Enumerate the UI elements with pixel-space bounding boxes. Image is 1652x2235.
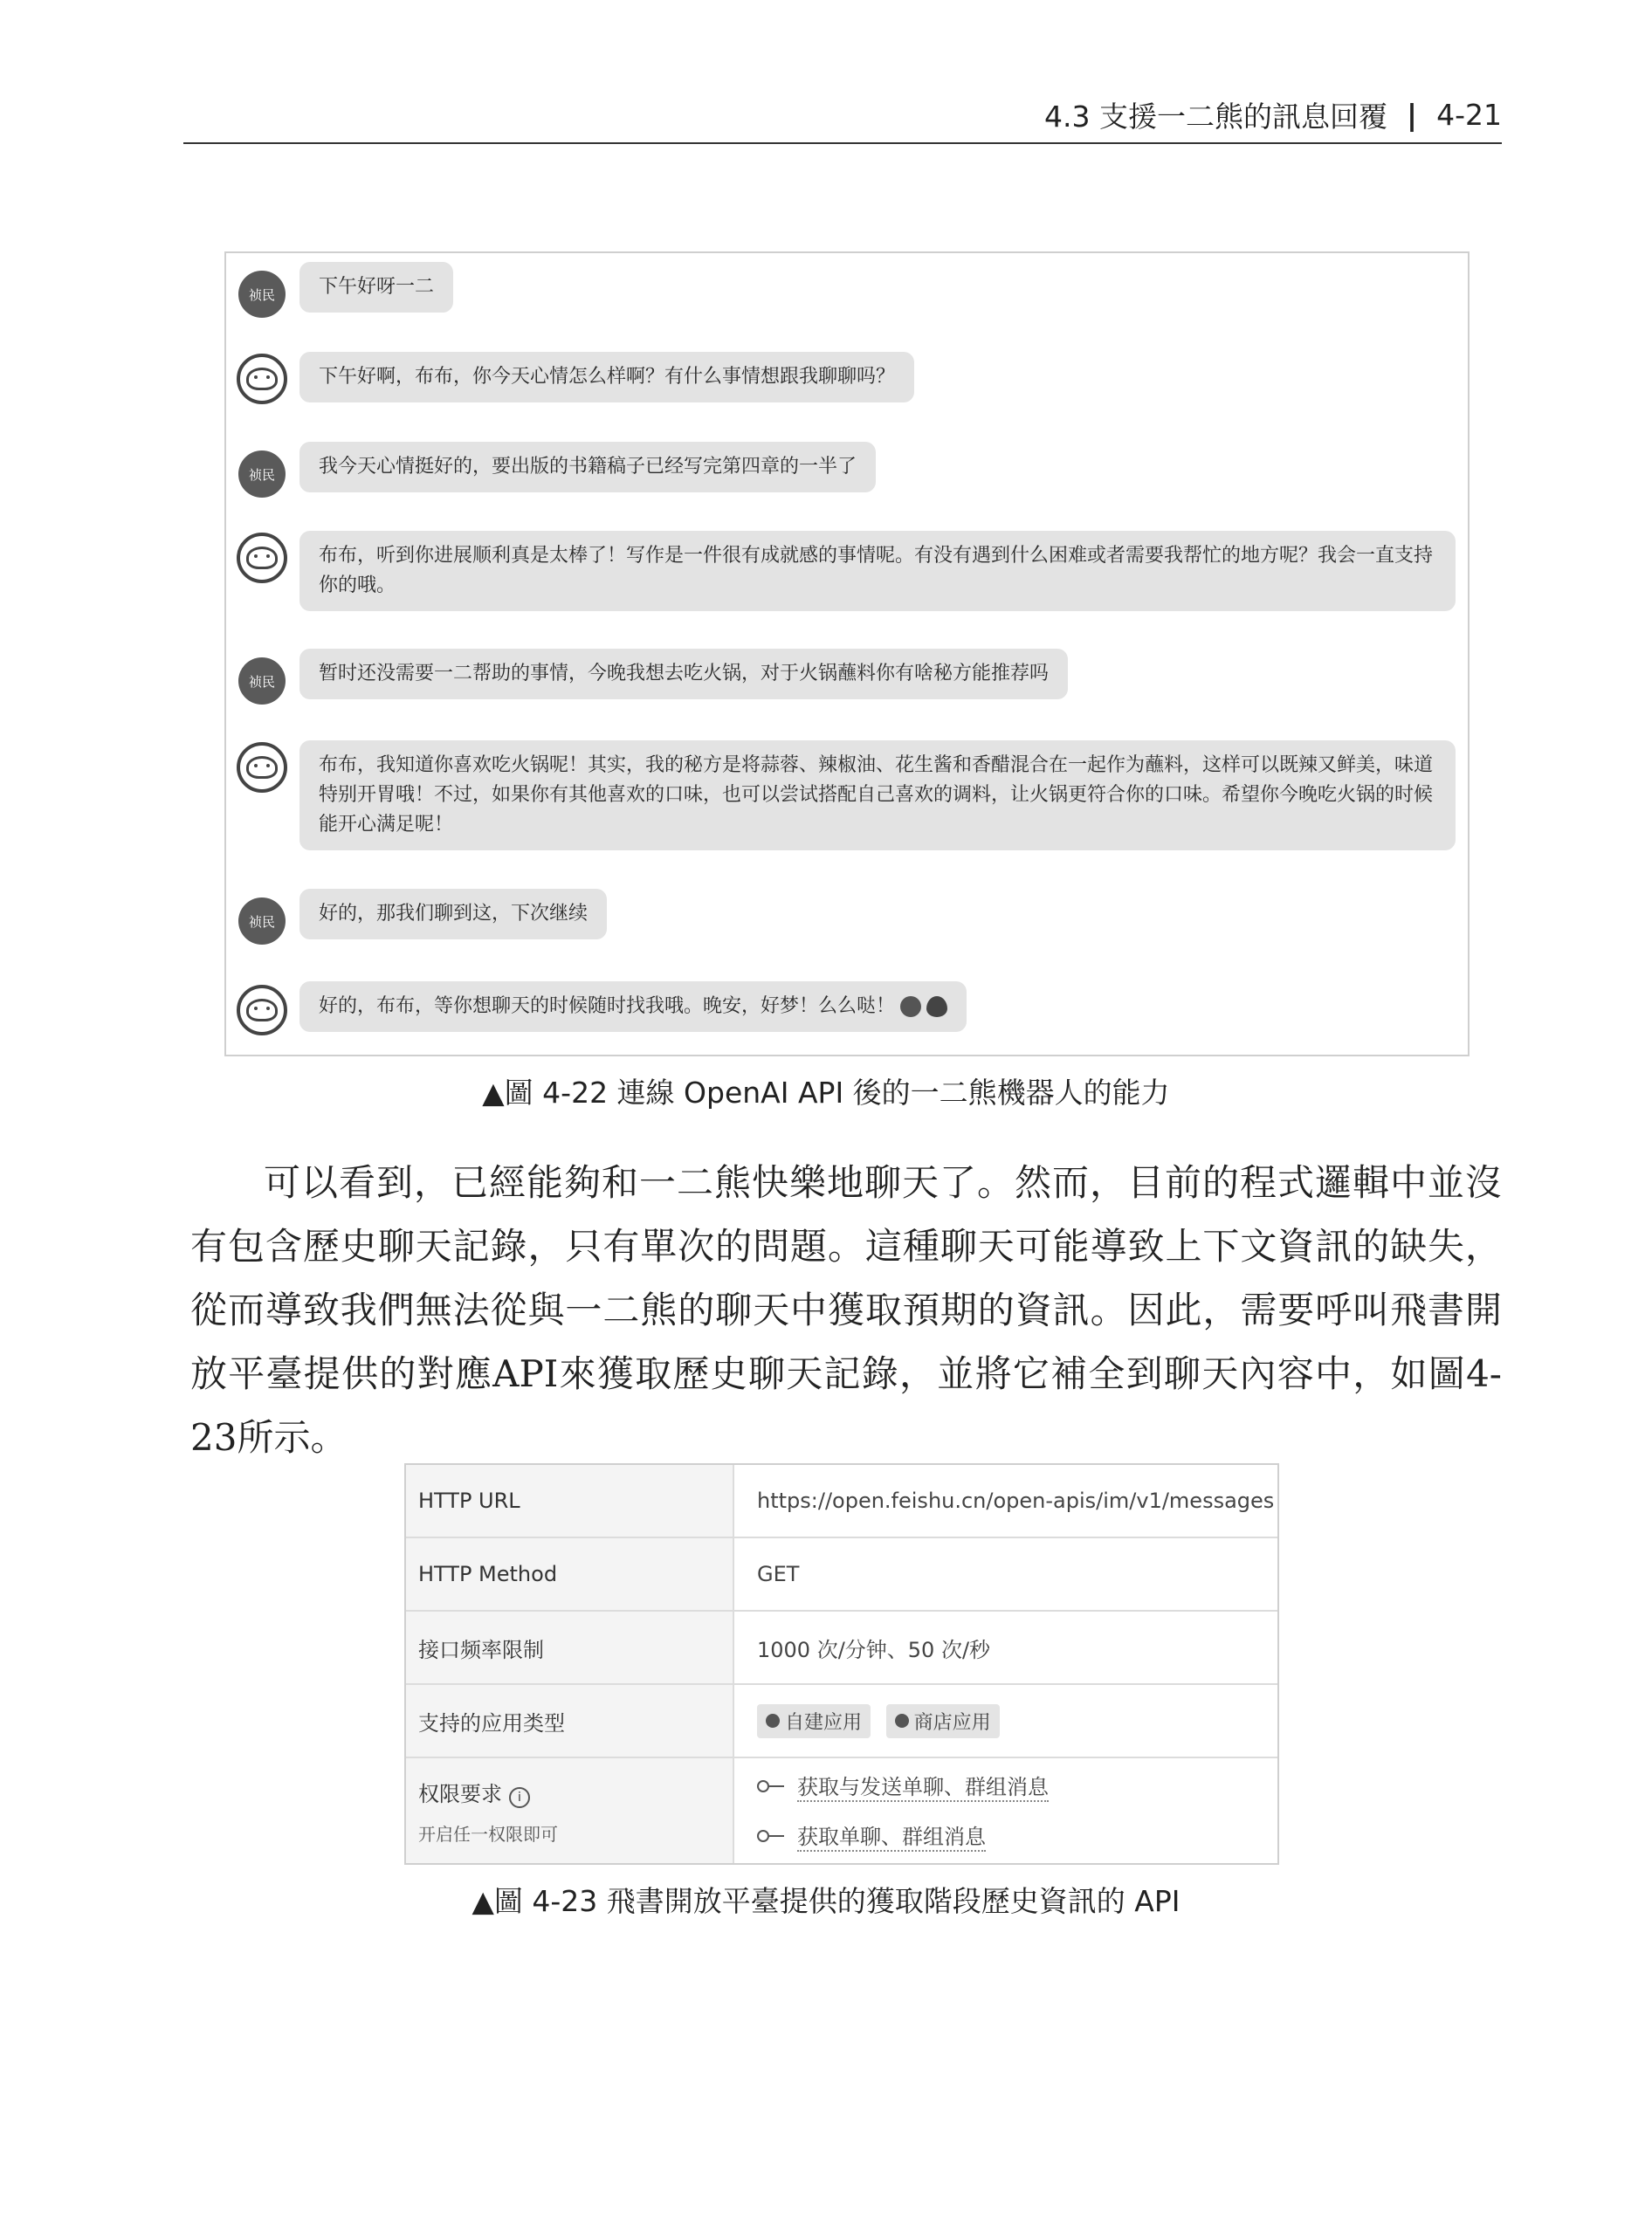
- header-separator: |: [1407, 97, 1418, 132]
- table-row: [406, 1685, 1277, 1758]
- table-row: [406, 1612, 1277, 1685]
- table-row: [406, 1465, 1277, 1538]
- bot-message: 下午好啊，布布，你今天心情怎么样啊？有什么事情想跟我聊聊吗？: [299, 352, 914, 402]
- app-type-value: [734, 1685, 1277, 1757]
- key-icon: [757, 1830, 787, 1842]
- perm-values: [734, 1758, 1277, 1863]
- bot-message: 布布，我知道你喜欢吃火锅呢！其实，我的秘方是将蒜蓉、辣椒油、花生酱和香醋混合在一起作为蘸料，这样可以既辣又鲜美，味道特别开胃哦！不过，如果你有其他喜欢的口味，也可以尝试搭配自己喜欢的调料，让火锅更符合你的口味。希望你今晚吃火锅的时候能开心满足呢！: [299, 740, 1456, 850]
- app-type-tag: 商店应用: [886, 1704, 1000, 1738]
- bear-avatar-icon: [237, 742, 287, 793]
- figure-caption: ▲圖 4-22 連線 OpenAI API 後的一二熊機器人的能力: [482, 1076, 1170, 1110]
- app-type-tag: 自建应用: [757, 1704, 871, 1738]
- permission-item[interactable]: [757, 1770, 1277, 1802]
- section-title: 4.3 支援一二熊的訊息回覆: [1044, 99, 1388, 134]
- table-row: [406, 1758, 1277, 1863]
- row-label: 接口频率限制: [406, 1612, 734, 1683]
- bot-message: [299, 981, 967, 1032]
- chat-screenshot: [224, 251, 1470, 1056]
- url-value: https://open.feishu.cn/open-apis/im/v1/messages: [757, 1489, 1275, 1513]
- row-label: [406, 1758, 734, 1863]
- user-avatar: 祯民: [238, 657, 286, 705]
- table-row: [406, 1538, 1277, 1612]
- row-label: HTTP URL: [406, 1465, 734, 1537]
- body-paragraph: [190, 1151, 1502, 1469]
- figure-caption: ▲圖 4-23 飛書開放平臺提供的獲取階段歷史資訊的 API: [472, 1884, 1180, 1918]
- check-icon: [895, 1714, 909, 1728]
- info-icon[interactable]: i: [509, 1787, 530, 1808]
- paragraph-text: 可以看到，已經能夠和一二熊快樂地聊天了。然而，目前的程式邏輯中並沒有包含歷史聊天記錄，只有單次的問題。這種聊天可能導致上下文資訊的缺失，從而導致我們無法從與一二熊的聊天中獲取預期的資訊。因此，需要呼叫飛書開放平臺提供的對應API來獲取歷史聊天記錄，並將它補全到聊天內容中，如圖4-23所示。: [190, 1161, 1502, 1459]
- bear-avatar-icon: [237, 985, 287, 1035]
- user-message: 暂时还没需要一二帮助的事情，今晚我想去吃火锅，对于火锅蘸料你有啥秘方能推荐吗: [299, 649, 1068, 699]
- permission-link[interactable]: 获取与发送单聊、群组消息: [797, 1770, 1049, 1802]
- user-message: 好的，那我们聊到这，下次继续: [299, 889, 607, 939]
- bot-message-text: 好的，布布，等你想聊天的时候随时找我哦。晚安，好梦！么么哒！: [319, 995, 896, 1017]
- user-avatar: 祯民: [238, 271, 286, 318]
- bot-message: 布布，听到你进展顺利真是太棒了！写作是一件很有成就感的事情呢。有没有遇到什么困难或者需要我帮忙的地方呢？我会一直支持你的哦。: [299, 531, 1456, 611]
- perm-subtext: 开启任一权限即可: [418, 1823, 558, 1845]
- row-label: 支持的应用类型: [406, 1685, 734, 1757]
- key-icon: [757, 1780, 787, 1792]
- row-label: HTTP Method: [406, 1538, 734, 1610]
- method-value: GET: [757, 1562, 800, 1586]
- kiss-emoji-icon: [900, 996, 921, 1017]
- perm-label: 权限要求: [418, 1781, 502, 1806]
- user-avatar: 祯民: [238, 450, 286, 498]
- user-message: 下午好呀一二: [299, 262, 453, 313]
- heart-emoji-icon: [926, 996, 947, 1017]
- check-icon: [766, 1714, 780, 1728]
- bear-avatar-icon: [237, 354, 287, 404]
- bear-avatar-icon: [237, 533, 287, 583]
- permission-link[interactable]: 获取单聊、群组消息: [797, 1819, 986, 1852]
- user-message: 我今天心情挺好的，要出版的书籍稿子已经写完第四章的一半了: [299, 442, 876, 492]
- page-header: [183, 92, 1502, 144]
- permission-item[interactable]: [757, 1819, 1277, 1852]
- rate-value: 1000 次/分钟、50 次/秒: [757, 1637, 991, 1662]
- page-number: 4-21: [1436, 97, 1502, 132]
- api-info-table: [404, 1463, 1279, 1865]
- user-avatar: 祯民: [238, 897, 286, 945]
